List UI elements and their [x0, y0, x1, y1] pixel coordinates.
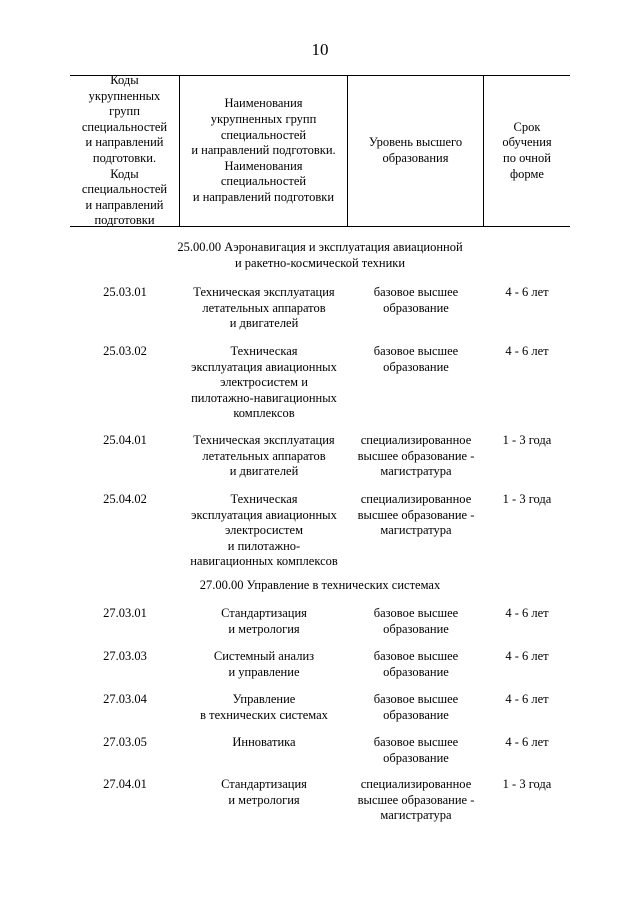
row-level: базовое высшее образование — [373, 692, 459, 722]
table-header — [70, 75, 570, 227]
row-level: базовое высшее образование — [373, 344, 459, 374]
row-name: Техническая эксплуатация летательных аппаратов и двигателей — [193, 433, 335, 479]
row-code: 27.04.01 — [103, 777, 147, 791]
row-term: 4 - 6 лет — [505, 285, 549, 299]
header-name-column: Наименования укрупненных групп специальностей и направлений подготовки. Наименования специальностей и направлений подготовки — [180, 76, 348, 226]
row-code: 25.04.01 — [103, 433, 147, 447]
page-number: 10 — [311, 40, 329, 59]
row-name: Техническая эксплуатация авиационных электросистем и пилотажно-навигационных комплексов — [191, 344, 337, 421]
row-code: 27.03.01 — [103, 606, 147, 620]
row-level: базовое высшее образование — [373, 735, 459, 765]
row-code: 25.03.02 — [103, 344, 147, 358]
row-term: 1 - 3 года — [502, 433, 552, 447]
row-code: 25.03.01 — [103, 285, 147, 299]
header-level-column: Уровень высшего образования — [348, 76, 484, 226]
row-code: 27.03.04 — [103, 692, 147, 706]
row-name: Стандартизация и метрология — [221, 606, 307, 636]
table-row — [70, 649, 570, 680]
row-name: Стандартизация и метрология — [221, 777, 307, 807]
row-term: 4 - 6 лет — [505, 692, 549, 706]
table-row — [70, 606, 570, 637]
row-level: специализированное высшее образование - магистратура — [357, 433, 475, 479]
header-code-column: Коды укрупненных групп специальностей и направлений подготовки. Коды специальностей и направлений подготовки — [70, 76, 180, 226]
row-code: 25.04.02 — [103, 492, 147, 506]
row-name: Техническая эксплуатация авиационных электросистем и пилотажно- навигационных комплексов — [190, 492, 338, 569]
row-code: 27.03.03 — [103, 649, 147, 663]
row-term: 1 - 3 года — [502, 777, 552, 791]
row-level: базовое высшее образование — [373, 285, 459, 315]
header-term-column: Срок обучения по очной форме — [502, 119, 552, 181]
table-row — [70, 285, 570, 332]
row-level: базовое высшее образование — [373, 606, 459, 636]
row-code: 27.03.05 — [103, 735, 147, 749]
row-name: Техническая эксплуатация летательных аппаратов и двигателей — [193, 285, 335, 331]
table-row — [70, 735, 570, 766]
row-term: 4 - 6 лет — [505, 606, 549, 620]
row-term: 1 - 3 года — [502, 492, 552, 506]
table-row — [70, 433, 570, 480]
row-term: 4 - 6 лет — [505, 735, 549, 749]
table-row — [70, 344, 570, 422]
row-level: специализированное высшее образование - магистратура — [357, 777, 475, 823]
row-term: 4 - 6 лет — [505, 344, 549, 358]
row-level: специализированное высшее образование - магистратура — [357, 492, 475, 538]
row-level: базовое высшее образование — [373, 649, 459, 679]
row-name: Системный анализ и управление — [213, 649, 315, 679]
group-heading-25: 25.00.00 Аэронавигация и эксплуатация авиационной и ракетно-космической техники — [177, 240, 463, 270]
row-name: Управление в технических системах — [200, 692, 328, 722]
table-row — [70, 692, 570, 723]
row-term: 4 - 6 лет — [505, 649, 549, 663]
table-row — [70, 777, 570, 824]
table-row — [70, 492, 570, 570]
group-heading-27: 27.00.00 Управление в технических системах — [199, 578, 441, 592]
row-name: Инноватика — [232, 735, 296, 749]
